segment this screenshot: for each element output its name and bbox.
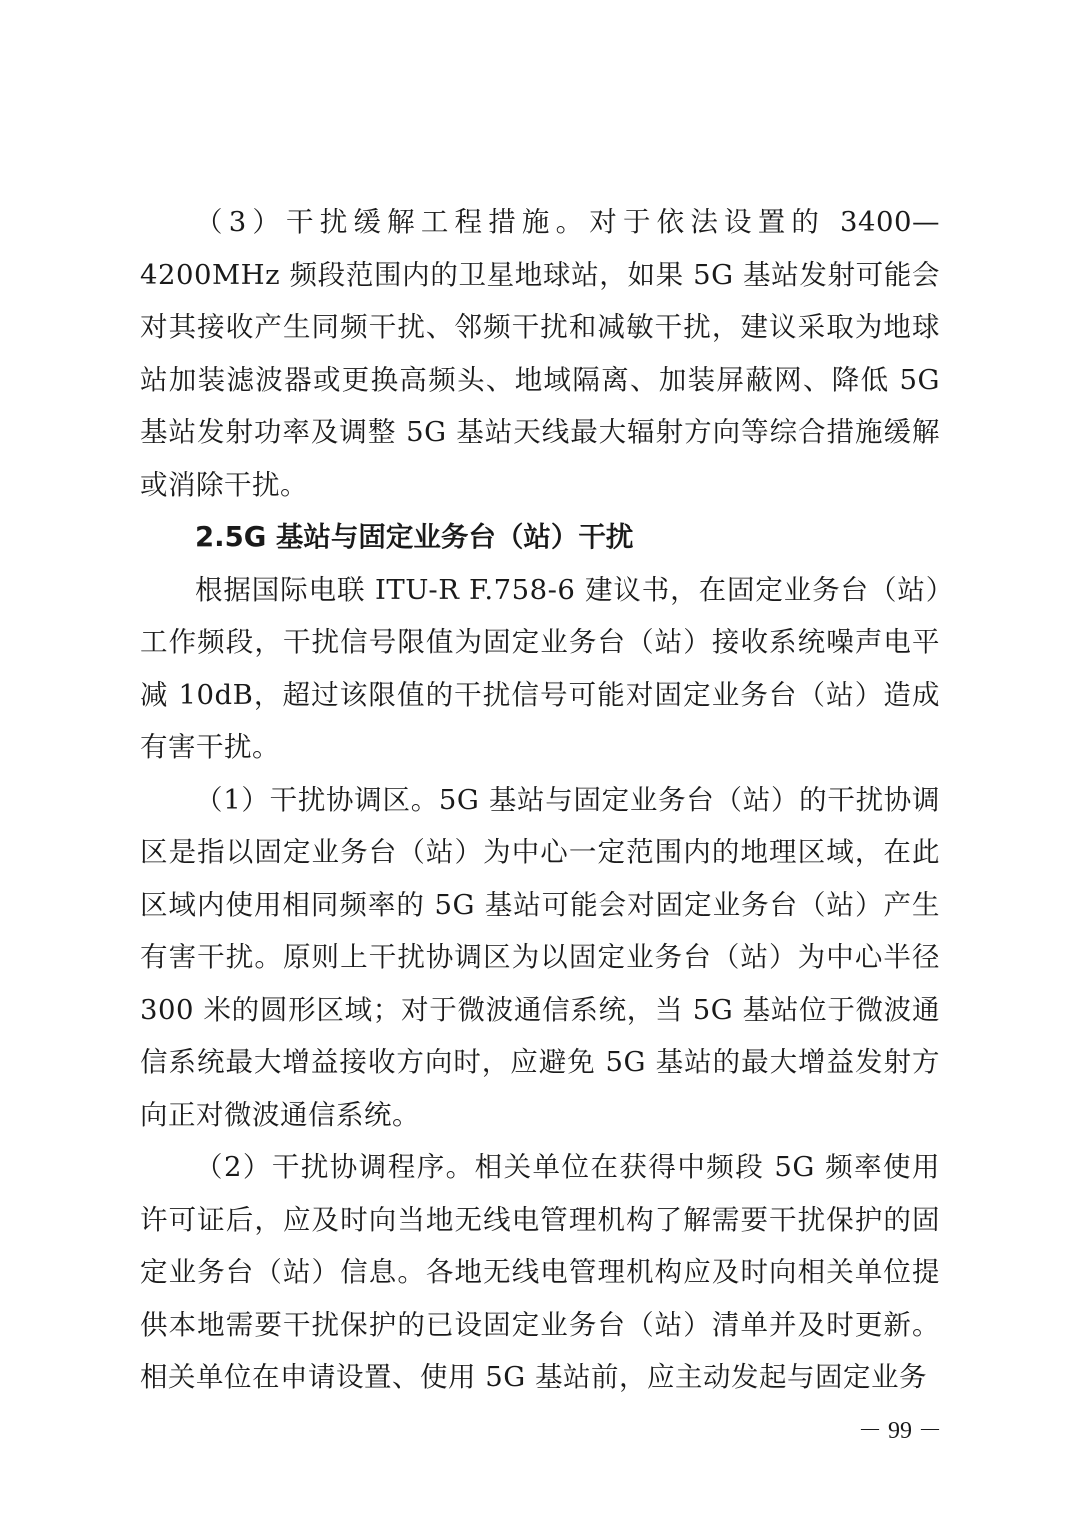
paragraph-earth-station-mitigation: （3）干扰缓解工程措施。对于依法设置的 3400—4200MHz 频段范围内的卫星地球站，如果 5G 基站发射可能会对其接收产生同频干扰、邻频干扰和减敏干扰，建议采取为地球站加装滤波器或更换高频头、地域隔离、加装屏蔽网、降低 5G 基站发射功率及调整 5G 基站天线最大辐射方向等综合措施缓解或消除干扰。 [140, 206, 940, 501]
section-heading-fixed-service: 2.5G 基站与固定业务台（站）干扰 [195, 521, 634, 553]
body-text [140, 196, 940, 1404]
paragraph-itu-recommendation: 根据国际电联 ITU-R F.758-6 建议书，在固定业务台（站）工作频段，干扰信号限值为固定业务台（站）接收系统噪声电平减 10dB，超过该限值的干扰信号可能对固定业务台（站）造成有害干扰。 [140, 573, 940, 763]
paragraph-coordination-procedure: （2）干扰协调程序。相关单位在获得中频段 5G 频率使用许可证后，应及时向当地无线电管理机构了解需要干扰保护的固定业务台（站）信息。各地无线电管理机构应及时向相关单位提供本地需要干扰保护的已设固定业务台（站）清单并及时更新。相关单位在申请设置、使用 5G 基站前，应主动发起与固定业务 [140, 1151, 940, 1393]
page-number: － 99 － [858, 1418, 942, 1444]
paragraph-coordination-zone: （1）干扰协调区。5G 基站与固定业务台（站）的干扰协调区是指以固定业务台（站）为中心一定范围内的地理区域，在此区域内使用相同频率的 5G 基站可能会对固定业务台（站）产生有害干扰。原则上干扰协调区为以固定业务台（站）为中心半径 300 米的圆形区域；对于微波通信系统，当 5G 基站位于微波通信系统最大增益接收方向时，应避免 5G 基站的最大增益发射方向正对微波通信系统。 [140, 783, 940, 1131]
